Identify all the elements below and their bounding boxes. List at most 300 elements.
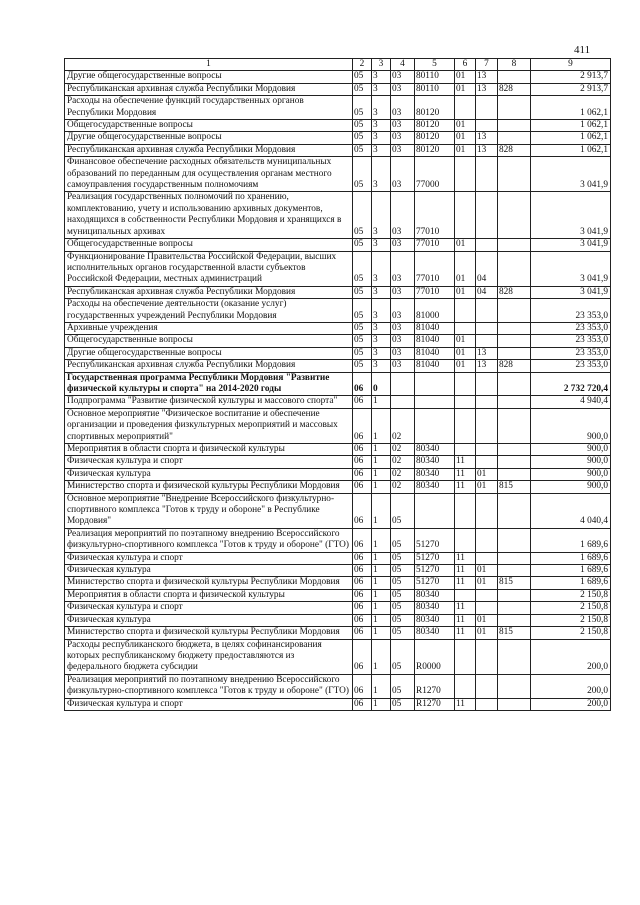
code-cell: 1	[372, 614, 391, 626]
code-cell: 81040	[415, 360, 455, 372]
row-name: Государственная программа Республики Мордовия "Развитие физической культуры и спорта" на 2014-2020 годы	[65, 372, 353, 396]
code-cell: 02	[391, 408, 415, 443]
code-cell: 05	[391, 627, 415, 639]
code-cell: 815	[498, 481, 531, 493]
code-cell: 04	[476, 286, 498, 298]
amount-cell: 900,0	[531, 444, 611, 456]
code-cell: 3	[372, 96, 391, 120]
code-cell: 03	[391, 286, 415, 298]
code-cell: 828	[498, 360, 531, 372]
amount-cell: 1 689,6	[531, 528, 611, 552]
code-cell: 05	[353, 96, 372, 120]
column-header: 7	[476, 59, 498, 71]
table-row	[65, 71, 611, 83]
code-cell: 01	[455, 360, 476, 372]
amount-cell: 3 041,9	[531, 286, 611, 298]
code-cell	[498, 528, 531, 552]
code-cell: 05	[353, 286, 372, 298]
code-cell: 81040	[415, 335, 455, 347]
code-cell: 1	[372, 639, 391, 674]
code-cell	[476, 299, 498, 323]
table-row	[65, 565, 611, 577]
code-cell: 81040	[415, 347, 455, 359]
code-cell: 06	[353, 552, 372, 564]
code-cell: 13	[476, 132, 498, 144]
code-cell: 80340	[415, 627, 455, 639]
code-cell	[476, 674, 498, 698]
code-cell	[498, 251, 531, 286]
code-cell: 11	[455, 468, 476, 480]
amount-cell: 1 062,1	[531, 96, 611, 120]
table-row	[65, 335, 611, 347]
code-cell: 1	[372, 528, 391, 552]
code-cell	[498, 468, 531, 480]
code-cell: 80340	[415, 614, 455, 626]
code-cell: 1	[372, 674, 391, 698]
amount-cell: 4 940,4	[531, 396, 611, 408]
code-cell: 03	[391, 347, 415, 359]
code-cell: 05	[391, 639, 415, 674]
code-cell: 3	[372, 335, 391, 347]
row-name: Расходы на обеспечение деятельности (оказание услуг) государственных учреждений Республики Мордовия	[65, 299, 353, 323]
code-cell: 02	[391, 456, 415, 468]
code-cell: 03	[391, 71, 415, 83]
code-cell: 01	[455, 286, 476, 298]
code-cell: 03	[391, 335, 415, 347]
table-row	[65, 144, 611, 156]
code-cell: 51270	[415, 528, 455, 552]
amount-cell: 23 353,0	[531, 299, 611, 323]
code-cell: 06	[353, 444, 372, 456]
code-cell: 05	[353, 132, 372, 144]
code-cell: 3	[372, 347, 391, 359]
table-row	[65, 396, 611, 408]
code-cell: 828	[498, 286, 531, 298]
code-cell: 02	[391, 481, 415, 493]
code-cell	[391, 372, 415, 396]
code-cell	[498, 552, 531, 564]
code-cell: 05	[353, 251, 372, 286]
code-cell: 03	[391, 360, 415, 372]
code-cell: 05	[353, 83, 372, 95]
code-cell: 1	[372, 627, 391, 639]
code-cell: 06	[353, 639, 372, 674]
row-name: Мероприятия в области спорта и физической культуры	[65, 444, 353, 456]
code-cell	[476, 335, 498, 347]
row-name: Другие общегосударственные вопросы	[65, 132, 353, 144]
row-name: Общегосударственные вопросы	[65, 120, 353, 132]
code-cell: 80120	[415, 144, 455, 156]
code-cell: 03	[391, 144, 415, 156]
code-cell: 06	[353, 481, 372, 493]
table-row	[65, 493, 611, 528]
code-cell: 1	[372, 456, 391, 468]
code-cell: 11	[455, 552, 476, 564]
code-cell: 06	[353, 493, 372, 528]
code-cell: 3	[372, 144, 391, 156]
code-cell	[498, 565, 531, 577]
code-cell	[498, 71, 531, 83]
code-cell: 05	[391, 528, 415, 552]
code-cell	[476, 120, 498, 132]
code-cell	[476, 157, 498, 192]
code-cell	[476, 528, 498, 552]
code-cell: 05	[391, 674, 415, 698]
code-cell: 05	[353, 239, 372, 251]
code-cell: 51270	[415, 565, 455, 577]
code-cell: 3	[372, 120, 391, 132]
code-cell: 05	[353, 347, 372, 359]
code-cell	[415, 493, 455, 528]
code-cell: 0	[372, 372, 391, 396]
amount-cell: 4 040,4	[531, 493, 611, 528]
code-cell: 1	[372, 602, 391, 614]
table-row	[65, 698, 611, 710]
code-cell: 3	[372, 286, 391, 298]
code-cell	[391, 396, 415, 408]
code-cell	[498, 444, 531, 456]
row-name: Физическая культура и спорт	[65, 602, 353, 614]
code-cell: 06	[353, 456, 372, 468]
table-row	[65, 468, 611, 480]
code-cell	[498, 96, 531, 120]
amount-cell: 3 041,9	[531, 251, 611, 286]
code-cell: 05	[353, 335, 372, 347]
amount-cell: 200,0	[531, 698, 611, 710]
amount-cell: 2 913,7	[531, 83, 611, 95]
table-row	[65, 674, 611, 698]
code-cell: 06	[353, 408, 372, 443]
code-cell	[476, 372, 498, 396]
code-cell: 3	[372, 251, 391, 286]
table-row	[65, 132, 611, 144]
row-name: Мероприятия в области спорта и физической культуры	[65, 589, 353, 601]
table-row	[65, 577, 611, 589]
code-cell: 51270	[415, 577, 455, 589]
code-cell: 06	[353, 614, 372, 626]
code-cell: 3	[372, 360, 391, 372]
code-cell	[455, 299, 476, 323]
row-name: Другие общегосударственные вопросы	[65, 71, 353, 83]
code-cell: 77010	[415, 239, 455, 251]
code-cell: 3	[372, 71, 391, 83]
row-name: Республиканская архивная служба Республики Мордовия	[65, 144, 353, 156]
code-cell: 80340	[415, 456, 455, 468]
code-cell: 04	[476, 251, 498, 286]
table-row	[65, 456, 611, 468]
table-row	[65, 408, 611, 443]
code-cell	[455, 372, 476, 396]
code-cell	[476, 239, 498, 251]
table-row	[65, 299, 611, 323]
amount-cell: 2 732 720,4	[531, 372, 611, 396]
row-name: Расходы на обеспечение функций государственных органов Республики Мордовия	[65, 96, 353, 120]
code-cell: 81000	[415, 299, 455, 323]
table-row	[65, 481, 611, 493]
amount-cell: 2 913,7	[531, 71, 611, 83]
code-cell: 05	[353, 120, 372, 132]
code-cell	[476, 396, 498, 408]
column-header: 5	[415, 59, 455, 71]
amount-cell: 2 150,8	[531, 614, 611, 626]
code-cell: 11	[455, 602, 476, 614]
code-cell: 80340	[415, 589, 455, 601]
code-cell: 13	[476, 360, 498, 372]
header-row	[65, 59, 611, 71]
column-header: 8	[498, 59, 531, 71]
code-cell	[455, 408, 476, 443]
code-cell: 3	[372, 132, 391, 144]
code-cell	[455, 96, 476, 120]
column-header: 3	[372, 59, 391, 71]
code-cell	[498, 192, 531, 239]
code-cell: 1	[372, 408, 391, 443]
amount-cell: 1 062,1	[531, 120, 611, 132]
code-cell: 81040	[415, 322, 455, 334]
code-cell	[476, 698, 498, 710]
code-cell: 05	[353, 144, 372, 156]
column-header: 2	[353, 59, 372, 71]
row-name: Республиканская архивная служба Республики Мордовия	[65, 286, 353, 298]
amount-cell: 23 353,0	[531, 347, 611, 359]
code-cell: 05	[391, 589, 415, 601]
code-cell	[455, 444, 476, 456]
code-cell	[415, 372, 455, 396]
code-cell: 1	[372, 493, 391, 528]
row-name: Физическая культура	[65, 565, 353, 577]
code-cell	[455, 589, 476, 601]
row-name: Физическая культура и спорт	[65, 552, 353, 564]
code-cell	[498, 408, 531, 443]
table-row	[65, 286, 611, 298]
amount-cell: 3 041,9	[531, 192, 611, 239]
code-cell: 02	[391, 444, 415, 456]
row-name: Республиканская архивная служба Республики Мордовия	[65, 83, 353, 95]
code-cell: 06	[353, 674, 372, 698]
row-name: Реализация мероприятий по поэтапному внедрению Всероссийского физкультурно-спортивного комплекса "Готов к труду и обороне" (ГТО)	[65, 528, 353, 552]
row-name: Республиканская архивная служба Республики Мордовия	[65, 360, 353, 372]
table-row	[65, 239, 611, 251]
code-cell	[455, 528, 476, 552]
row-name: Общегосударственные вопросы	[65, 335, 353, 347]
code-cell	[455, 192, 476, 239]
column-header: 9	[531, 59, 611, 71]
code-cell: 06	[353, 627, 372, 639]
code-cell: 05	[353, 192, 372, 239]
amount-cell: 1 062,1	[531, 144, 611, 156]
code-cell: 05	[391, 493, 415, 528]
code-cell: 05	[391, 602, 415, 614]
table-row	[65, 552, 611, 564]
table-row	[65, 589, 611, 601]
code-cell: 06	[353, 528, 372, 552]
code-cell: 11	[455, 698, 476, 710]
code-cell: 06	[353, 396, 372, 408]
table-row	[65, 627, 611, 639]
code-cell: 80120	[415, 132, 455, 144]
code-cell: 1	[372, 589, 391, 601]
amount-cell: 1 689,6	[531, 552, 611, 564]
code-cell: 03	[391, 120, 415, 132]
code-cell: 1	[372, 577, 391, 589]
table-row	[65, 120, 611, 132]
code-cell: 80340	[415, 444, 455, 456]
amount-cell: 1 062,1	[531, 132, 611, 144]
row-name: Физическая культура и спорт	[65, 698, 353, 710]
amount-cell: 900,0	[531, 456, 611, 468]
code-cell: 03	[391, 96, 415, 120]
code-cell: 06	[353, 565, 372, 577]
code-cell: 3	[372, 83, 391, 95]
code-cell: 11	[455, 456, 476, 468]
code-cell: 03	[391, 132, 415, 144]
code-cell: 05	[391, 552, 415, 564]
code-cell	[498, 602, 531, 614]
code-cell	[498, 396, 531, 408]
table-row	[65, 614, 611, 626]
code-cell: 05	[353, 157, 372, 192]
code-cell	[498, 239, 531, 251]
row-name: Основное мероприятие "Физическое воспитание и обеспечение организации и проведения физкультурных мероприятий и массовых спортивных мероприятий"	[65, 408, 353, 443]
code-cell: 80110	[415, 83, 455, 95]
code-cell: 1	[372, 552, 391, 564]
amount-cell: 3 041,9	[531, 157, 611, 192]
code-cell	[455, 674, 476, 698]
code-cell	[455, 157, 476, 192]
code-cell: 06	[353, 577, 372, 589]
table-row	[65, 157, 611, 192]
code-cell: 11	[455, 565, 476, 577]
code-cell: 1	[372, 698, 391, 710]
amount-cell: 23 353,0	[531, 360, 611, 372]
code-cell: 05	[353, 322, 372, 334]
code-cell: 05	[391, 614, 415, 626]
code-cell: 815	[498, 577, 531, 589]
code-cell: 01	[455, 347, 476, 359]
row-name: Министерство спорта и физической культуры Республики Мордовия	[65, 577, 353, 589]
row-name: Физическая культура	[65, 614, 353, 626]
column-header: 4	[391, 59, 415, 71]
code-cell: 03	[391, 157, 415, 192]
code-cell	[498, 589, 531, 601]
row-name: Финансовое обеспечение расходных обязательств муниципальных образований по переданным для осуществления органам местного самоуправления государственным полномочиям	[65, 157, 353, 192]
code-cell: 02	[391, 468, 415, 480]
row-name: Реализация мероприятий по поэтапному внедрению Всероссийского физкультурно-спортивного комплекса "Готов к труду и обороне" (ГТО)	[65, 674, 353, 698]
code-cell: 51270	[415, 552, 455, 564]
code-cell: 3	[372, 157, 391, 192]
row-name: Физическая культура и спорт	[65, 456, 353, 468]
code-cell	[476, 493, 498, 528]
code-cell: 05	[391, 565, 415, 577]
code-cell: 03	[391, 322, 415, 334]
code-cell: 3	[372, 192, 391, 239]
code-cell: 13	[476, 347, 498, 359]
code-cell: 1	[372, 481, 391, 493]
table-row	[65, 372, 611, 396]
code-cell: 06	[353, 698, 372, 710]
code-cell: 05	[353, 360, 372, 372]
code-cell: 01	[455, 335, 476, 347]
code-cell	[476, 552, 498, 564]
column-header: 1	[65, 59, 353, 71]
code-cell: 05	[353, 71, 372, 83]
code-cell	[498, 347, 531, 359]
code-cell	[476, 589, 498, 601]
amount-cell: 2 150,8	[531, 627, 611, 639]
code-cell: 06	[353, 468, 372, 480]
code-cell: 80340	[415, 481, 455, 493]
amount-cell: 1 689,6	[531, 577, 611, 589]
amount-cell: 200,0	[531, 674, 611, 698]
code-cell: 828	[498, 144, 531, 156]
code-cell: 03	[391, 83, 415, 95]
table-row	[65, 96, 611, 120]
code-cell	[476, 639, 498, 674]
code-cell: 01	[455, 144, 476, 156]
code-cell: R1270	[415, 674, 455, 698]
code-cell: 03	[391, 192, 415, 239]
code-cell: 01	[455, 239, 476, 251]
code-cell	[498, 157, 531, 192]
column-header: 6	[455, 59, 476, 71]
code-cell: 01	[476, 468, 498, 480]
table-row	[65, 83, 611, 95]
code-cell: 05	[391, 577, 415, 589]
code-cell	[498, 120, 531, 132]
code-cell: 01	[455, 251, 476, 286]
code-cell	[476, 408, 498, 443]
code-cell: 80340	[415, 602, 455, 614]
code-cell: R1270	[415, 698, 455, 710]
code-cell	[455, 493, 476, 528]
code-cell: 01	[455, 132, 476, 144]
code-cell	[498, 698, 531, 710]
row-name: Подпрограмма "Развитие физической культуры и массового спорта"	[65, 396, 353, 408]
code-cell: 3	[372, 299, 391, 323]
code-cell: 11	[455, 614, 476, 626]
code-cell: 06	[353, 589, 372, 601]
row-name: Основное мероприятие "Внедрение Всероссийского физкультурно-спортивного комплекса "Готов к труду и обороне" в Республике Мордовия"	[65, 493, 353, 528]
amount-cell: 1 689,6	[531, 565, 611, 577]
table-row	[65, 347, 611, 359]
code-cell: 06	[353, 602, 372, 614]
code-cell	[476, 322, 498, 334]
amount-cell: 900,0	[531, 408, 611, 443]
code-cell	[476, 444, 498, 456]
row-name: Министерство спорта и физической культуры Республики Мордовия	[65, 481, 353, 493]
code-cell: 815	[498, 627, 531, 639]
code-cell	[476, 456, 498, 468]
amount-cell: 2 150,8	[531, 602, 611, 614]
code-cell: 77010	[415, 251, 455, 286]
code-cell: 80120	[415, 120, 455, 132]
code-cell: 03	[391, 239, 415, 251]
row-name: Архивные учреждения	[65, 322, 353, 334]
amount-cell: 900,0	[531, 468, 611, 480]
code-cell: 828	[498, 83, 531, 95]
code-cell	[498, 335, 531, 347]
code-cell: 77010	[415, 192, 455, 239]
row-name: Министерство спорта и физической культуры Республики Мордовия	[65, 627, 353, 639]
table-row	[65, 602, 611, 614]
code-cell: 77000	[415, 157, 455, 192]
code-cell	[498, 614, 531, 626]
code-cell: 11	[455, 481, 476, 493]
code-cell: 05	[391, 698, 415, 710]
code-cell: 13	[476, 83, 498, 95]
table-row	[65, 360, 611, 372]
code-cell	[415, 408, 455, 443]
